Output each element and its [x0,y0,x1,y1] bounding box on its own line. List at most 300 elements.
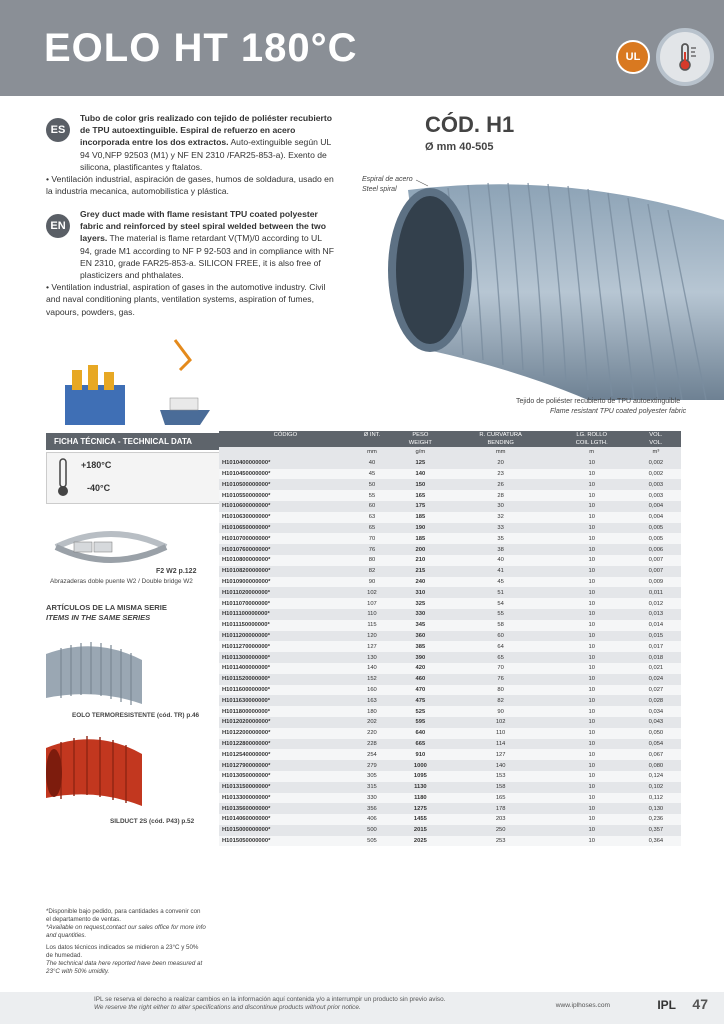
cell-coil-length: 10 [553,803,631,814]
table-row [219,631,681,642]
table-row [219,825,681,836]
cell-volume: 0,112 [631,793,681,804]
cell-code: H1012280000000* [219,739,352,750]
cell-weight: 390 [392,652,449,663]
table-row [219,469,681,480]
table-row [219,836,681,847]
note-es-2: Los datos técnicos indicados se midieron a 23°C y 50% de humedad. [46,944,199,959]
cell-code: H1010400000000* [219,458,352,469]
cell-coil-length: 10 [553,533,631,544]
table-row [219,620,681,631]
table-row [219,587,681,598]
cell-volume: 0,018 [631,652,681,663]
cell-code: H1011300000000* [219,652,352,663]
cell-weight: 910 [392,749,449,760]
cell-coil-length: 10 [553,641,631,652]
table-row [219,598,681,609]
hose-product-image [368,150,724,400]
description-es-text: Auto-extinguible según UL 94 V0,NFP 92503 (M1) y NF EN 2310 /FAR25-853-a). Exento de silicona, plastificantes y ftalatos. [80,137,331,172]
cell-bending: 60 [449,631,553,642]
application-illustration [60,330,220,430]
cell-code: H1010630000000* [219,512,352,523]
table-header-row-en [219,439,681,447]
cell-diameter: 330 [352,793,392,804]
cell-coil-length: 10 [553,469,631,480]
table-row [219,728,681,739]
cell-diameter: 70 [352,533,392,544]
cell-code: H1011270000000* [219,641,352,652]
cell-code: H1010500000000* [219,479,352,490]
table-row [219,674,681,685]
temp-max: +180°C [81,460,112,470]
table-row [219,782,681,793]
cell-coil-length: 10 [553,479,631,490]
cell-weight: 330 [392,609,449,620]
cell-diameter: 180 [352,706,392,717]
cell-volume: 0,005 [631,533,681,544]
cell-volume: 0,102 [631,782,681,793]
cell-coil-length: 10 [553,566,631,577]
cell-coil-length: 10 [553,490,631,501]
cell-code: H1011800000000* [219,706,352,717]
table-row [219,652,681,663]
cell-bending: 76 [449,674,553,685]
cell-weight: 1180 [392,793,449,804]
cell-bending: 114 [449,739,553,750]
same-series-title-es: ARTÍCULOS DE LA MISMA SERIE [46,603,167,612]
cell-volume: 0,021 [631,663,681,674]
cell-code: H1011600000000* [219,685,352,696]
cell-volume: 0,080 [631,760,681,771]
cell-coil-length: 10 [553,814,631,825]
cell-volume: 0,236 [631,814,681,825]
cell-diameter: 127 [352,641,392,652]
temperature-icon [656,28,714,86]
page-title: EOLO HT 180°C [44,26,358,70]
footer-disclaimer [94,996,445,1012]
cell-weight: 240 [392,577,449,588]
table-row [219,685,681,696]
cell-bending: 33 [449,523,553,534]
table-row [219,479,681,490]
cell-diameter: 76 [352,544,392,555]
cell-diameter: 500 [352,825,392,836]
cell-weight: 1095 [392,771,449,782]
cell-volume: 0,357 [631,825,681,836]
cell-diameter: 279 [352,760,392,771]
cell-volume: 0,002 [631,458,681,469]
cell-code: H1010650000000* [219,523,352,534]
cell-diameter: 110 [352,609,392,620]
cell-code: H1011020000000* [219,587,352,598]
cell-bending: 165 [449,793,553,804]
cell-diameter: 505 [352,836,392,847]
clamp-code: F2 W2 p.122 [156,568,197,575]
cell-volume: 0,027 [631,685,681,696]
cell-code: H1011200000000* [219,631,352,642]
table-row [219,760,681,771]
cell-volume: 0,005 [631,523,681,534]
cell-coil-length: 10 [553,717,631,728]
label-fabric-es: Tejido de poliéster recubierto de TPU autoextinguible [516,398,681,405]
table-row [219,771,681,782]
cell-diameter: 120 [352,631,392,642]
cell-code: H1011100000000* [219,609,352,620]
cell-diameter: 80 [352,555,392,566]
cell-bending: 20 [449,458,553,469]
cell-volume: 0,067 [631,749,681,760]
series-item-1[interactable]: EOLO TERMORESISTENTE (cód. TR) p.46 [72,712,200,719]
cell-coil-length: 10 [553,458,631,469]
cell-volume: 0,006 [631,544,681,555]
cell-coil-length: 10 [553,674,631,685]
cell-code: H1010700000000* [219,533,352,544]
cell-code: H1012020000000* [219,717,352,728]
cell-volume: 0,002 [631,469,681,480]
cell-bending: 90 [449,706,553,717]
technical-data-table [219,431,681,846]
cell-bending: 140 [449,760,553,771]
table-row [219,458,681,469]
cell-volume: 0,011 [631,587,681,598]
cell-coil-length: 10 [553,728,631,739]
col-header-diameter-en [352,439,392,447]
cell-bending: 45 [449,577,553,588]
cell-code: H1011400000000* [219,663,352,674]
table-row [219,544,681,555]
cell-volume: 0,004 [631,512,681,523]
cell-diameter: 45 [352,469,392,480]
cell-coil-length: 10 [553,577,631,588]
same-series-title-en: ITEMS IN THE SAME SERIES [46,613,151,622]
cell-code: H1014060000000* [219,814,352,825]
cell-diameter: 220 [352,728,392,739]
cell-code: H1012790000000* [219,760,352,771]
cell-code: H1010760000000* [219,544,352,555]
cell-weight: 150 [392,479,449,490]
cell-diameter: 254 [352,749,392,760]
description-es-bold: Tubo de color gris realizado con tejido de poliéster recubierto de TPU autoextinguible. Espiral de refuerzo en acero incorporada entre los dos extractos. [80,113,332,148]
table-row [219,512,681,523]
cell-weight: 140 [392,469,449,480]
table-row [219,555,681,566]
cell-weight: 190 [392,523,449,534]
cell-coil-length: 10 [553,523,631,534]
cell-volume: 0,004 [631,501,681,512]
table-row [219,501,681,512]
cell-weight: 470 [392,685,449,696]
table-row [219,793,681,804]
cell-coil-length: 10 [553,685,631,696]
description-en-bullet: • Ventilation industrial, aspiration of gases in the automotive industry. Civil and naval conditioning plants, ventilation systems, aspiration of fumes, vapours, powders, gas. [46,282,326,317]
cell-weight: 595 [392,717,449,728]
cell-bending: 70 [449,663,553,674]
cell-weight: 420 [392,663,449,674]
cell-diameter: 160 [352,685,392,696]
col-header-weight: PESO [392,431,449,439]
product-code: CÓD. H1 [425,112,515,137]
note-en-2: The technical data here reported have been measured at 23°C with 50% umidity. [46,960,203,975]
col-header-bending: R. CURVATURA [449,431,553,439]
table-units-row [219,447,681,458]
cell-coil-length: 10 [553,544,631,555]
page-number: 47 [692,996,708,1012]
table-row [219,739,681,750]
cell-bending: 51 [449,587,553,598]
cell-weight: 460 [392,674,449,685]
table-row [219,523,681,534]
cell-bending: 26 [449,479,553,490]
lang-es-badge: ES [46,118,70,142]
col-header-code-en [219,439,352,447]
col-header-coil-en: COIL LGTH. [553,439,631,447]
cell-coil-length: 10 [553,706,631,717]
series-item-2[interactable]: SILDUCT 2S (cód. P43) p.52 [110,818,195,825]
table-body [219,458,681,847]
cell-volume: 0,007 [631,555,681,566]
cell-weight: 665 [392,739,449,750]
cell-weight: 1000 [392,760,449,771]
same-series-title [46,603,167,623]
table-row [219,814,681,825]
cell-bending: 28 [449,490,553,501]
cell-diameter: 40 [352,458,392,469]
col-header-bending-en: BENDING [449,439,553,447]
product-range: Ø mm 40-505 [425,141,494,153]
cell-coil-length: 10 [553,620,631,631]
cell-bending: 153 [449,771,553,782]
cell-volume: 0,024 [631,674,681,685]
cell-code: H1010800000000* [219,555,352,566]
thermometer-icon [55,457,71,499]
cell-coil-length: 10 [553,512,631,523]
cell-weight: 640 [392,728,449,739]
cell-volume: 0,130 [631,803,681,814]
cell-diameter: 228 [352,739,392,750]
footnotes [46,908,206,976]
clamp-accessory-image [46,525,176,567]
cell-weight: 310 [392,587,449,598]
description-en-bold: Grey duct made with flame resistant TPU coated polyester fabric and reinforced by steel spiral welded between the two layers. [80,209,326,244]
page-header [0,0,724,96]
cell-diameter: 202 [352,717,392,728]
cell-diameter: 63 [352,512,392,523]
cell-volume: 0,043 [631,717,681,728]
cell-coil-length: 10 [553,749,631,760]
cell-bending: 64 [449,641,553,652]
cell-weight: 1455 [392,814,449,825]
cell-weight: 1275 [392,803,449,814]
cell-coil-length: 10 [553,555,631,566]
cell-diameter: 55 [352,490,392,501]
cell-bending: 178 [449,803,553,814]
cell-bending: 23 [449,469,553,480]
cell-diameter: 102 [352,587,392,598]
cell-weight: 215 [392,566,449,577]
col-header-diameter: Ø INT. [352,431,392,439]
cell-bending: 110 [449,728,553,739]
cell-weight: 1130 [392,782,449,793]
table-row [219,490,681,501]
cell-code: H1012540000000* [219,749,352,760]
col-header-volume-en: VOL. [631,439,681,447]
cell-coil-length: 10 [553,609,631,620]
cell-weight: 360 [392,631,449,642]
lang-en-badge: EN [46,214,70,238]
cell-bending: 253 [449,836,553,847]
table-row [219,803,681,814]
cell-weight: 2015 [392,825,449,836]
cell-volume: 0,034 [631,706,681,717]
table-row [219,577,681,588]
cell-diameter: 356 [352,803,392,814]
cell-coil-length: 10 [553,695,631,706]
cell-volume: 0,007 [631,566,681,577]
description-en [46,208,336,318]
cell-code: H1010450000000* [219,469,352,480]
cell-diameter: 115 [352,620,392,631]
cell-volume: 0,013 [631,609,681,620]
cell-weight: 125 [392,458,449,469]
cell-code: H1010900000000* [219,577,352,588]
silduct-2s-image[interactable] [46,728,146,808]
cell-coil-length: 10 [553,782,631,793]
table-header-row [219,431,681,439]
cell-volume: 0,003 [631,479,681,490]
cell-coil-length: 10 [553,631,631,642]
cell-coil-length: 10 [553,771,631,782]
cell-bending: 35 [449,533,553,544]
unit-weight: g/m [392,447,449,458]
cell-weight: 200 [392,544,449,555]
eolo-termoresistente-image[interactable] [46,636,146,706]
ul-certification-icon: UL [616,40,650,74]
cell-weight: 185 [392,533,449,544]
cell-bending: 30 [449,501,553,512]
unit-diameter: mm [352,447,392,458]
cell-code: H1013050000000* [219,771,352,782]
cell-code: H1010600000000* [219,501,352,512]
col-header-code: CÓDIGO [219,431,352,439]
cell-volume: 0,014 [631,620,681,631]
cell-volume: 0,028 [631,695,681,706]
cell-diameter: 50 [352,479,392,490]
cell-bending: 32 [449,512,553,523]
cell-bending: 80 [449,685,553,696]
unit-volume: m³ [631,447,681,458]
cell-weight: 525 [392,706,449,717]
cell-diameter: 65 [352,523,392,534]
cell-volume: 0,012 [631,598,681,609]
footer-website-link[interactable]: www.iplhoses.com [555,1002,610,1009]
description-en-text: The material is flame retardant V(TM)/0 according to UL 94, grade M1 according to NF P 92-503 and in compliance with NF EN 2310, grade FAR25-853-a. SILICON FREE, it is also free of plasticizers and phthalates. [80,233,334,281]
cell-volume: 0,124 [631,771,681,782]
col-header-volume: VOL. [631,431,681,439]
cell-coil-length: 10 [553,501,631,512]
cell-volume: 0,003 [631,490,681,501]
cell-diameter: 107 [352,598,392,609]
cell-coil-length: 10 [553,793,631,804]
cell-bending: 41 [449,566,553,577]
cell-coil-length: 10 [553,825,631,836]
cell-bending: 82 [449,695,553,706]
cell-weight: 210 [392,555,449,566]
label-spiral-en: Steel spiral [362,186,397,193]
cell-bending: 102 [449,717,553,728]
technical-data-header: FICHA TÉCNICA - TECHNICAL DATA [46,433,221,450]
cell-code: H1015050000000* [219,836,352,847]
footer-disclaimer-es: IPL se reserva el derecho a realizar cambios en la información aquí contenida y/o a interrumpir un producto sin previo aviso. [94,996,446,1003]
cell-bending: 40 [449,555,553,566]
cell-weight: 165 [392,490,449,501]
description-es-bullet: • Ventilación industrial, aspiración de gases, humos de soldadura, usado en la industria mecanica, automobilistica y plástica. [46,174,334,197]
description-es [46,112,336,197]
table-row [219,663,681,674]
footer-disclaimer-en: We reserve the right either to alter specifications and discontinue products without prior notice. [94,1004,361,1011]
clamp-caption: Abrazaderas doble puente W2 / Double bridge W2 [50,578,193,585]
cell-bending: 127 [449,749,553,760]
table-row [219,609,681,620]
cell-code: H1011070000000* [219,598,352,609]
cell-diameter: 315 [352,782,392,793]
note-en-1: *Available on request,contact our sales office for more info and quantities. [46,924,206,939]
table-row [219,749,681,760]
cell-weight: 385 [392,641,449,652]
cell-code: H1012200000000* [219,728,352,739]
cell-diameter: 163 [352,695,392,706]
cell-code: H1011520000000* [219,674,352,685]
col-header-coil: LG. ROLLO [553,431,631,439]
cell-diameter: 82 [352,566,392,577]
cell-coil-length: 10 [553,760,631,771]
cell-bending: 55 [449,609,553,620]
cell-weight: 475 [392,695,449,706]
cell-coil-length: 10 [553,663,631,674]
cell-bending: 65 [449,652,553,663]
cell-diameter: 90 [352,577,392,588]
table-row [219,566,681,577]
label-fabric-en: Flame resistant TPU coated polyester fabric [550,408,687,415]
cell-bending: 58 [449,620,553,631]
unit-code [219,447,352,458]
col-header-weight-en: WEIGHT [392,439,449,447]
cell-bending: 203 [449,814,553,825]
cell-diameter: 305 [352,771,392,782]
cell-weight: 175 [392,501,449,512]
cell-volume: 0,017 [631,641,681,652]
cell-diameter: 60 [352,501,392,512]
temp-min: -40°C [87,483,111,493]
cell-coil-length: 10 [553,652,631,663]
cell-weight: 2025 [392,836,449,847]
cell-bending: 54 [449,598,553,609]
cell-volume: 0,009 [631,577,681,588]
cell-coil-length: 10 [553,836,631,847]
cell-coil-length: 10 [553,739,631,750]
unit-bending: mm [449,447,553,458]
ipl-logo: IPL [657,998,676,1012]
cell-diameter: 130 [352,652,392,663]
cell-bending: 158 [449,782,553,793]
cell-bending: 250 [449,825,553,836]
table-row [219,706,681,717]
unit-coil: m [553,447,631,458]
label-spiral-es: Espiral de acero [362,176,413,183]
cell-volume: 0,015 [631,631,681,642]
table-row [219,695,681,706]
cell-code: H1013150000000* [219,782,352,793]
note-es-1: *Disponible bajo pedido, para cantidades a convenir con el departamento de ventas. [46,908,201,923]
